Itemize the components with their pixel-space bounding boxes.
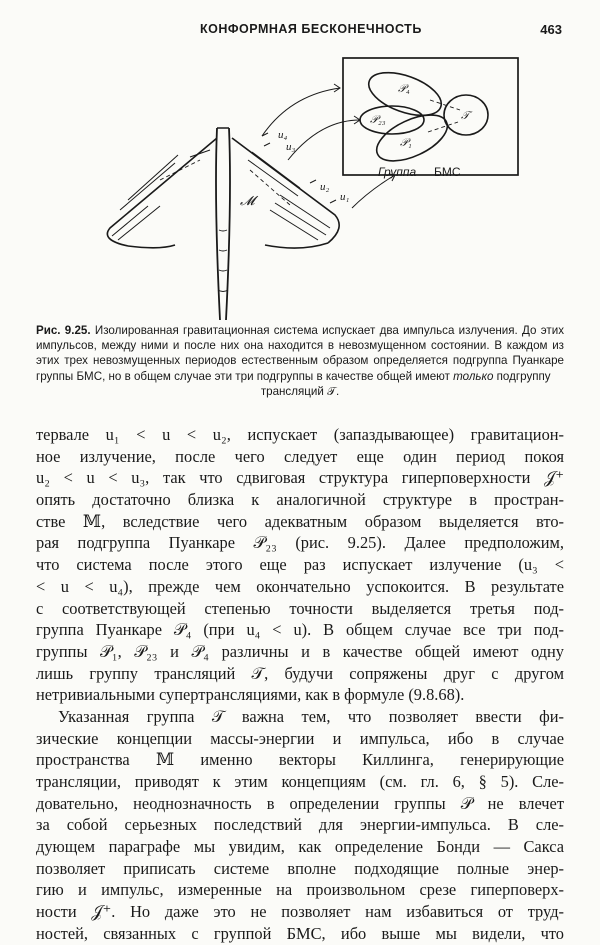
label-u2: u₂ bbox=[320, 181, 330, 193]
body-line: нетривиальными супертрансляциями, как в формуле (9.8.68). bbox=[36, 685, 465, 705]
body-line: что система после этого еще раз испускает излучение (u₃ < bbox=[36, 555, 564, 575]
label-p1: 𝒫₁ bbox=[400, 137, 412, 149]
body-line: опять достаточно близка к аналогичной структуре в простран- bbox=[36, 490, 564, 510]
arrow-u4 bbox=[262, 88, 340, 136]
body-line: пространства 𝕄 именно векторы Киллинга, генерирующие bbox=[36, 750, 564, 770]
caption-label: Рис. 9.25. bbox=[36, 324, 91, 337]
arrow-u1 bbox=[352, 175, 395, 208]
body-line: позволяет приписать системе вполне подходящие полные энер- bbox=[36, 858, 564, 878]
label-p23: 𝒫₂₃ bbox=[370, 114, 386, 126]
label-bms: БМС bbox=[434, 165, 461, 179]
body-line: довательно, неоднозначность в определении группы 𝒫 не влечет bbox=[36, 793, 564, 813]
cone-bottom-right bbox=[265, 243, 328, 248]
label-t: 𝒯 bbox=[461, 110, 470, 122]
label-m: 𝓜 bbox=[240, 193, 255, 208]
caption-last-line: трансляций 𝒯. bbox=[260, 384, 340, 398]
running-title: КОНФОРМНАЯ БЕСКОНЕЧНОСТЬ bbox=[200, 22, 422, 36]
cone-bottom-left bbox=[128, 245, 175, 248]
caption-emphasis: только bbox=[453, 369, 494, 383]
body-line: с соответствующей степенью точности выделяется третья под- bbox=[36, 598, 564, 618]
body-line: рая подгруппа Пуанкаре 𝒫₂₃ (рис. 9.25). Далее предположим, bbox=[36, 533, 564, 553]
body-line: < u < u₄), прежде чем окончательно успокоится. В результате bbox=[36, 576, 564, 596]
body-text bbox=[36, 424, 564, 945]
label-group: Группа bbox=[378, 165, 417, 179]
body-line: ное излучение, после чего следует еще один период покоя bbox=[36, 446, 564, 466]
label-p4: 𝒫₄ bbox=[398, 83, 410, 95]
body-line: Указанная группа 𝒯 важна тем, что позволяет ввести фи- bbox=[58, 706, 564, 726]
body-line: ности 𝒥⁺. Но даже это не позволяет нам избавиться от труд- bbox=[36, 902, 564, 922]
arrow-u3 bbox=[288, 120, 360, 160]
figure-caption bbox=[36, 323, 564, 399]
body-line: зические концепции массы-энергии и импульса, ибо в случае bbox=[36, 728, 564, 748]
label-u1: u₁ bbox=[340, 191, 350, 203]
label-u4: u₄ bbox=[278, 129, 288, 141]
body-line: u₂ < u < u₃, так что сдвиговая структура гиперповерхности 𝒥⁺ bbox=[36, 468, 564, 488]
body-line: лишь группу трансляций 𝒯, будучи сопряжены друг с другом bbox=[36, 663, 564, 683]
body-line: группы 𝒫₁, 𝒫₂₃ и 𝒫₄ различны и в качестве общей имеют одну bbox=[36, 641, 564, 661]
body-line: дующем параграфе мы увидим, как определение Бонди — Сакса bbox=[36, 837, 564, 857]
label-u3: u₃ bbox=[286, 141, 296, 153]
body-line: ностей, связанных с группой БМС, ибо выше мы видели, что bbox=[36, 923, 564, 943]
body-line: трансляции, приводят к этим концепциям (см. гл. 6, § 5). Сле- bbox=[36, 772, 564, 791]
body-line: за собой серьезных последствий для энергии-импульса. В сле- bbox=[36, 815, 564, 835]
body-line: тервале u₁ < u < u₂, испускает (запаздывающее) гравитацион- bbox=[36, 425, 564, 444]
body-line: группа Пуанкаре 𝒫₄ (при u₄ < u). В общем случае все три под- bbox=[36, 620, 564, 640]
body-line: стве 𝕄, вследствие чего адекватным образом выделяется вто- bbox=[36, 511, 564, 531]
page-number: 463 bbox=[540, 22, 562, 37]
caption-text-before: Изолированная гравитационная система испускает два импульса излучения. До этих импульсов, между ними и после них она находится в невозмущенном состоянии. В каждом из этих трех невозмущенных периодов естественным образом определяется подгруппа Пуанкаре группы БМС, но в общем случае эти три подгруппы в качестве общей имеют bbox=[36, 324, 564, 383]
caption-text-after: подгруппу bbox=[493, 369, 551, 383]
cone-left-edge bbox=[107, 138, 217, 246]
figure-9-25 bbox=[0, 40, 600, 330]
body-line: гию и импульс, измеренные на произвольном срезе гиперповерх- bbox=[36, 880, 564, 900]
